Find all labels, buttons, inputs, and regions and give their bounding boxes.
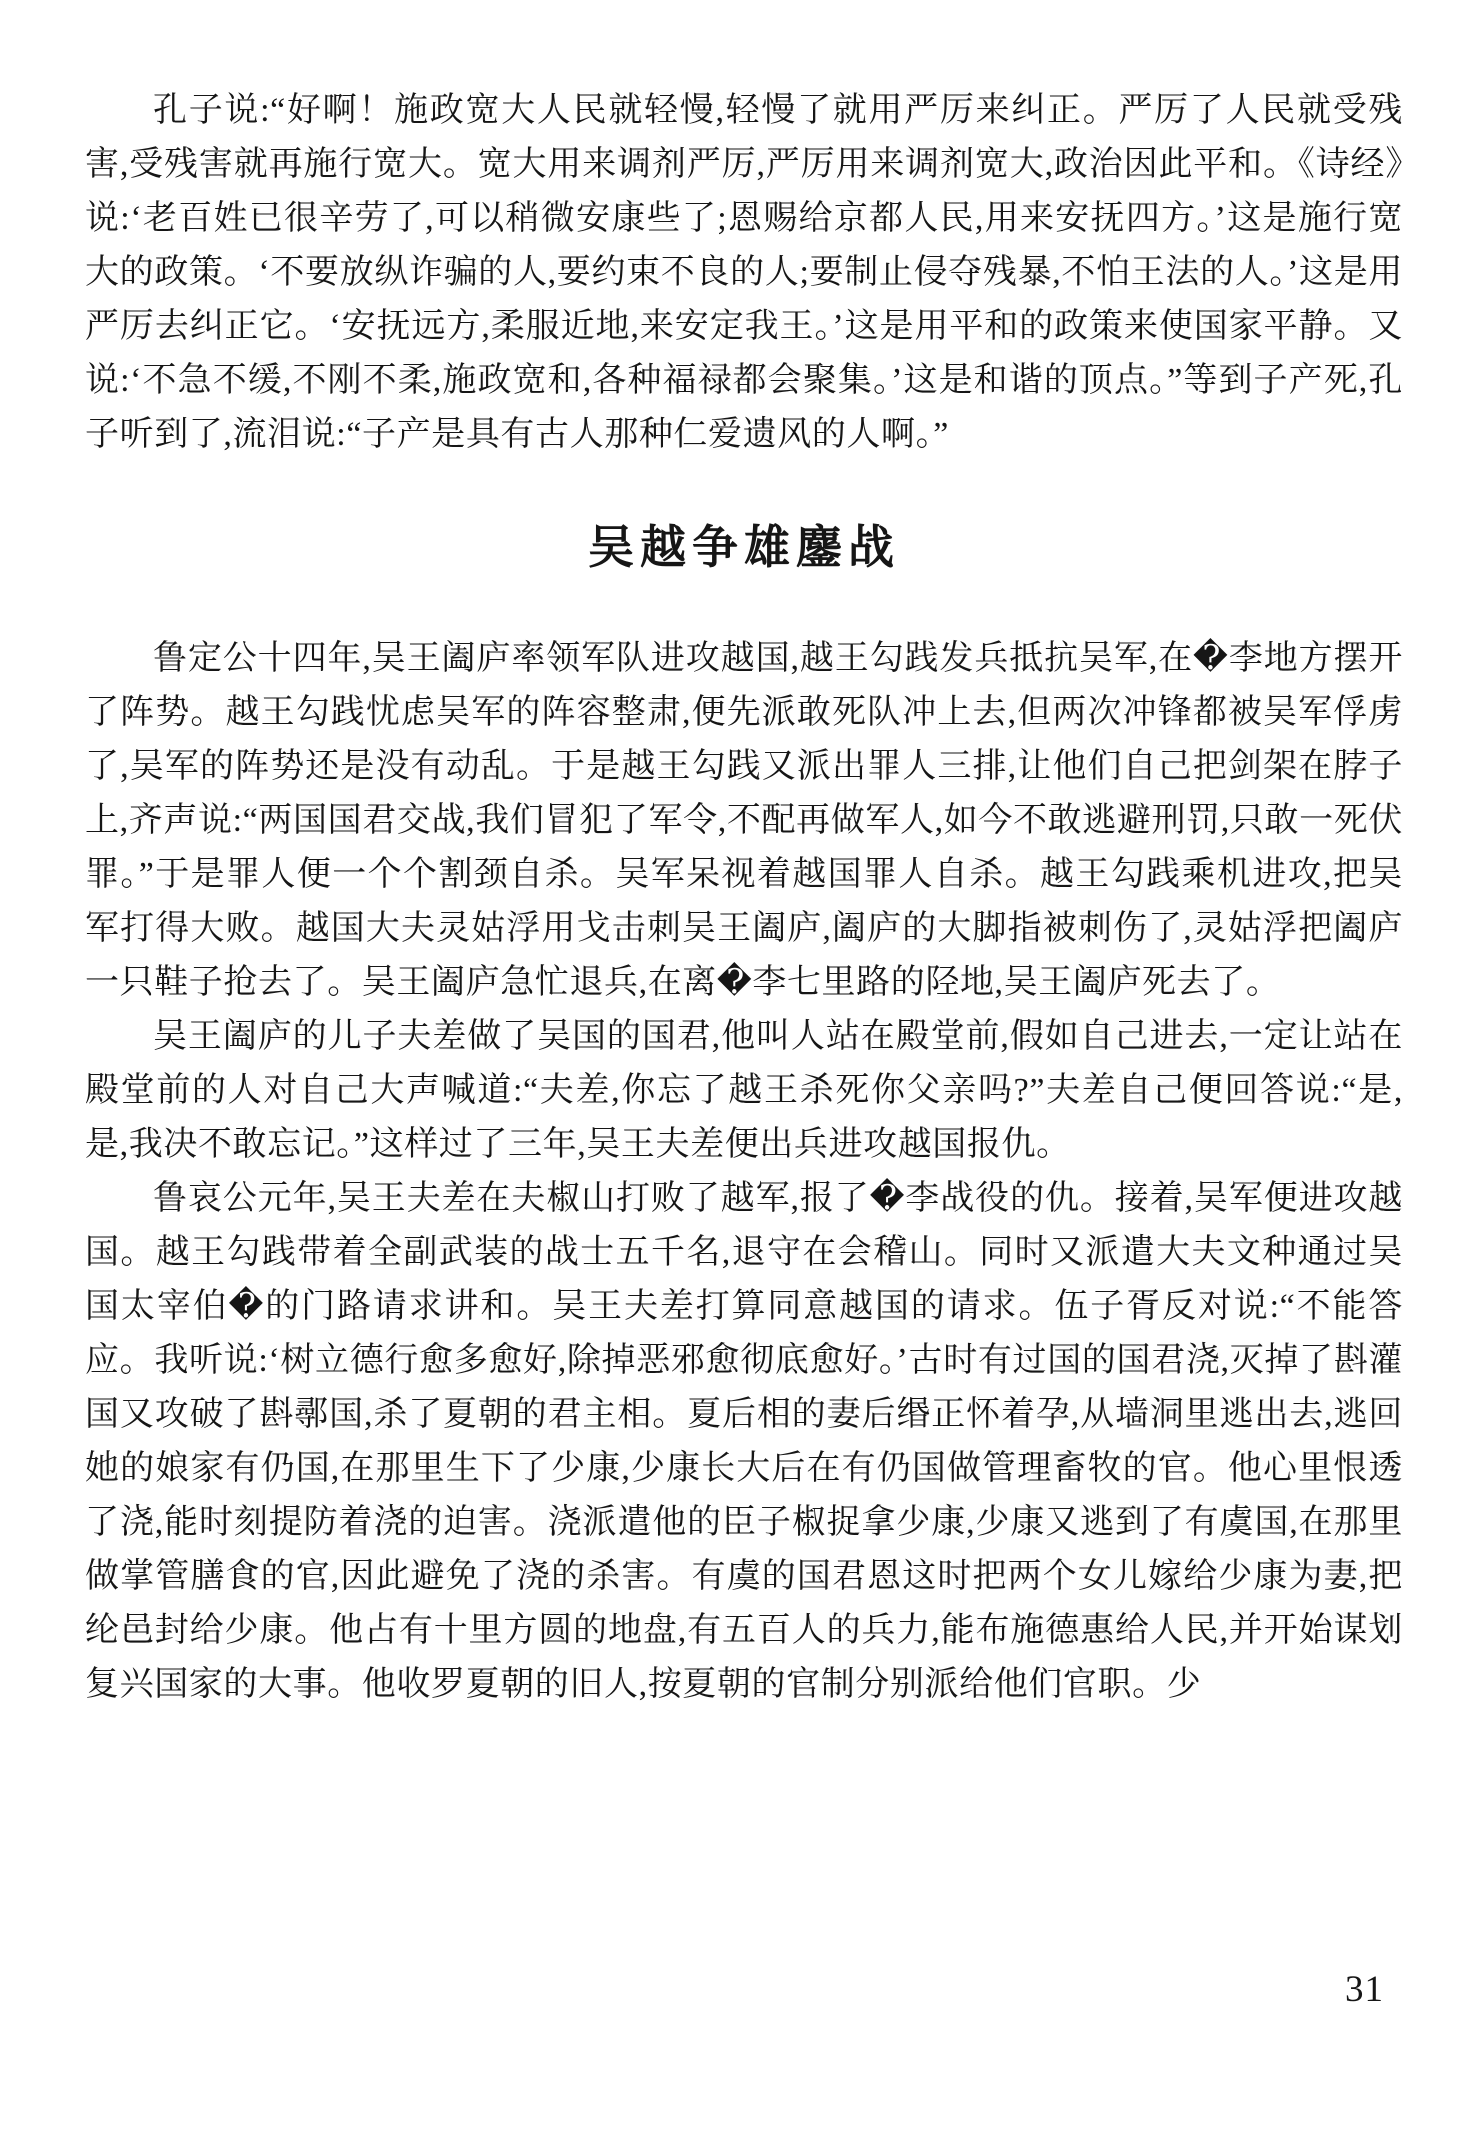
body-paragraph: 鲁定公十四年,吴王阖庐率领军队进攻越国,越王勾践发兵抵抗吴军,在�李地方摆开了阵势。越王勾践忧虑吴军的阵容整肃,便先派敢死队冲上去,但两次冲锋都被吴军俘虏了,吴军的阵势还是没有动乱。于是越王勾践又派出罪人三排,让他们自己把剑架在脖子上,齐声说:“两国国君交战,我们冒犯了军令,不配再做军人,如今不敢逃避刑罚,只敢一死伏罪。”于是罪人便一个个割颈自杀。吴军呆视着越国罪人自杀。越王勾践乘机进攻,把吴军打得大败。越国大夫灵姑浮用戈击刺吴王阖庐,阖庐的大脚指被刺伤了,灵姑浮把阖庐一只鞋子抢去了。吴王阖庐急忙退兵,在离�李七里路的陉地,吴王阖庐死去了。: [85, 640, 1403, 1001]
text-column: [85, 84, 1403, 1712]
leading-paragraph: 孔子说:“好啊！施政宽大人民就轻慢,轻慢了就用严厉来纠正。严厉了人民就受残害,受残害就再施行宽大。宽大用来调剂严厉,严厉用来调剂宽大,政治因此平和。《诗经》说:‘老百姓已很辛劳了,可以稍微安康些了;恩赐给京都人民,用来安抚四方。’这是施行宽大的政策。‘不要放纵诈骗的人,要约束不良的人;要制止侵夺残暴,不怕王法的人。’这是用严厉去纠正它。‘安抚远方,柔服近地,来安定我王。’这是用平和的政策来使国家平静。又说:‘不急不缓,不刚不柔,施政宽和,各种福禄都会聚集。’这是和谐的顶点。”等到子产死,孔子听到了,流泪说:“子产是具有古人那种仁爱遗风的人啊。”: [85, 92, 1403, 453]
section-title: 吴越争雄鏖战: [588, 522, 900, 573]
page-number: 31: [1345, 1969, 1384, 2010]
body-paragraph: 鲁哀公元年,吴王夫差在夫椒山打败了越军,报了�李战役的仇。接着,吴军便进攻越国。越王勾践带着全副武装的战士五千名,退守在会稽山。同时又派遣大夫文种通过吴国太宰伯�的门路请求讲和。吴王夫差打算同意越国的请求。伍子胥反对说:“不能答应。我听说:‘树立德行愈多愈好,除掉恶邪愈彻底愈好。’古时有过国的国君浇,灭掉了斟灌国又攻破了斟鄩国,杀了夏朝的君主相。夏后相的妻后缗正怀着孕,从墙洞里逃出去,逃回她的娘家有仍国,在那里生下了少康,少康长大后在有仍国做管理畜牧的官。他心里恨透了浇,能时刻提防着浇的迫害。浇派遣他的臣子椒捉拿少康,少康又逃到了有虞国,在那里做掌管膳食的官,因此避免了浇的杀害。有虞的国君恩这时把两个女儿嫁给少康为妻,把纶邑封给少康。他占有十里方圆的地盘,有五百人的兵力,能布施德惠给人民,并开始谋划复兴国家的大事。他收罗夏朝的旧人,按夏朝的官制分别派给他们官职。少: [85, 1180, 1403, 1703]
body-paragraph: 吴王阖庐的儿子夫差做了吴国的国君,他叫人站在殿堂前,假如自己进去,一定让站在殿堂前的人对自己大声喊道:“夫差,你忘了越王杀死你父亲吗?”夫差自己便回答说:“是,是,我决不敢忘记。”这样过了三年,吴王夫差便出兵进攻越国报仇。: [85, 1018, 1403, 1163]
